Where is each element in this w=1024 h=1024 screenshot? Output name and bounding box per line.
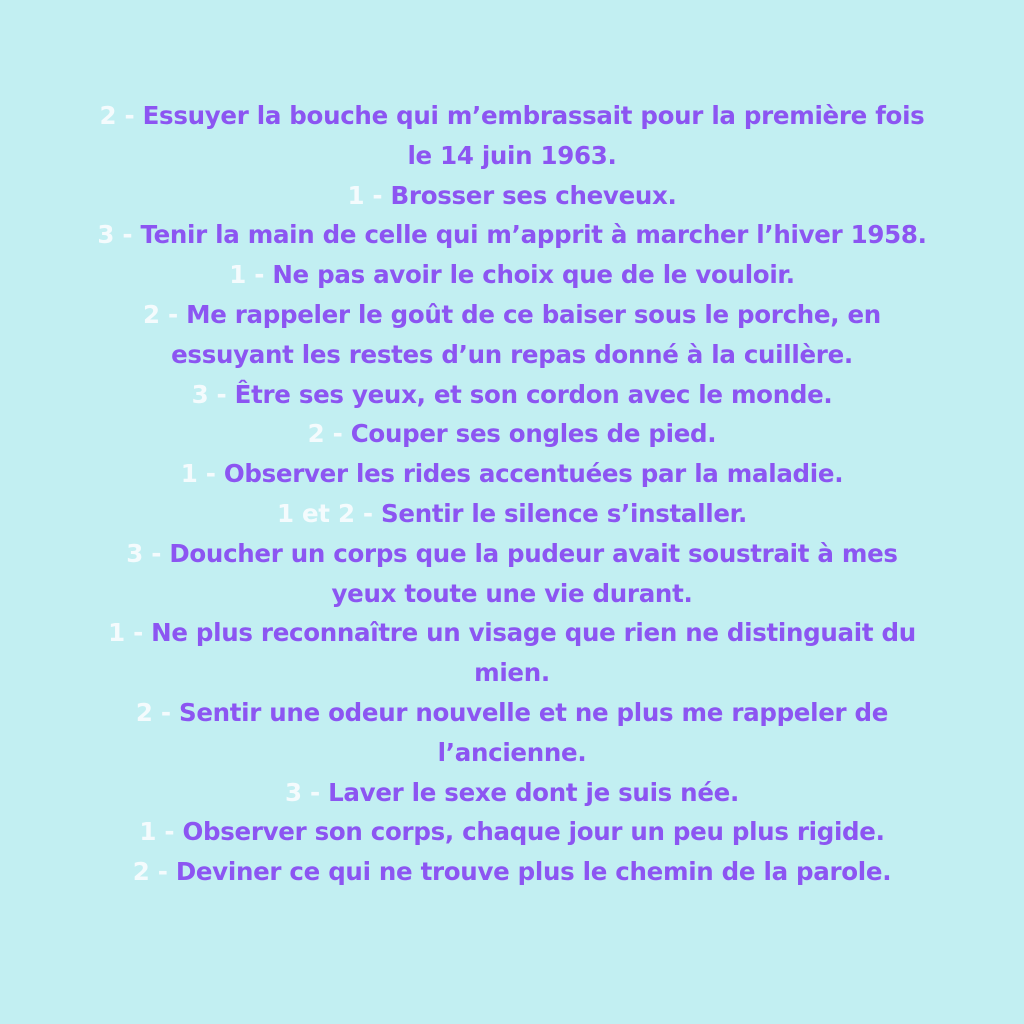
line-number: 2 -: [135, 697, 179, 727]
poem-line: [92, 812, 932, 852]
line-number: 1 -: [108, 618, 152, 648]
line-number: 3 -: [97, 220, 141, 250]
line-text: Ne plus reconnaître un visage que rien ne distinguait du mien.: [151, 618, 916, 688]
line-text: Couper ses ongles de pied.: [350, 419, 717, 449]
poem-line: [92, 852, 932, 892]
line-text: Être ses yeux, et son cordon avec le monde.: [234, 379, 833, 409]
poem-text-block: [92, 96, 932, 892]
poem-line: [92, 255, 932, 295]
line-text: Essuyer la bouche qui m’embrassait pour la première fois le 14 juin 1963.: [142, 101, 925, 170]
line-text: Sentir le silence s’installer.: [381, 498, 747, 528]
line-number: 2 -: [132, 857, 176, 887]
poem-line: [92, 534, 932, 614]
line-number: 2 -: [99, 101, 143, 130]
line-number: 2 -: [307, 419, 351, 449]
line-text: Laver le sexe dont je suis née.: [328, 777, 739, 807]
poem-line: [92, 295, 932, 375]
poem-line: [92, 773, 932, 813]
poem-line: [92, 96, 932, 176]
poem-line: [92, 375, 932, 415]
poem-line: [92, 494, 932, 534]
line-number: 3 -: [285, 777, 329, 807]
line-number: 3 -: [126, 538, 170, 568]
line-text: Tenir la main de celle qui m’apprit à marcher l’hiver 1958.: [140, 220, 927, 250]
line-text: Observer son corps, chaque jour un peu plus rigide.: [182, 817, 885, 847]
line-text: Ne pas avoir le choix que de le vouloir.: [272, 260, 795, 290]
line-text: Doucher un corps que la pudeur avait soustrait à mes yeux toute une vie durant.: [169, 538, 898, 608]
poem-line: [92, 613, 932, 693]
line-number: 3 -: [191, 379, 235, 409]
line-text: Brosser ses cheveux.: [390, 180, 677, 210]
line-number: 1 et 2 -: [277, 498, 382, 528]
poem-line: [92, 215, 932, 255]
line-text: Observer les rides accentuées par la maladie.: [223, 459, 844, 489]
poem-line: [92, 454, 932, 494]
line-text: Sentir une odeur nouvelle et ne plus me rappeler de l’ancienne.: [178, 697, 889, 767]
poem-line: [92, 414, 932, 454]
line-number: 1 -: [229, 260, 273, 290]
poem-line: [92, 176, 932, 216]
line-text: Deviner ce qui ne trouve plus le chemin de la parole.: [175, 857, 892, 887]
line-text: Me rappeler le goût de ce baiser sous le porche, en essuyant les restes d’un repas donné à la cuillère.: [171, 299, 881, 369]
poem-line: [92, 693, 932, 773]
line-number: 1 -: [139, 817, 183, 847]
line-number: 1 -: [180, 459, 224, 489]
line-number: 1 -: [347, 180, 391, 210]
line-number: 2 -: [143, 299, 187, 329]
